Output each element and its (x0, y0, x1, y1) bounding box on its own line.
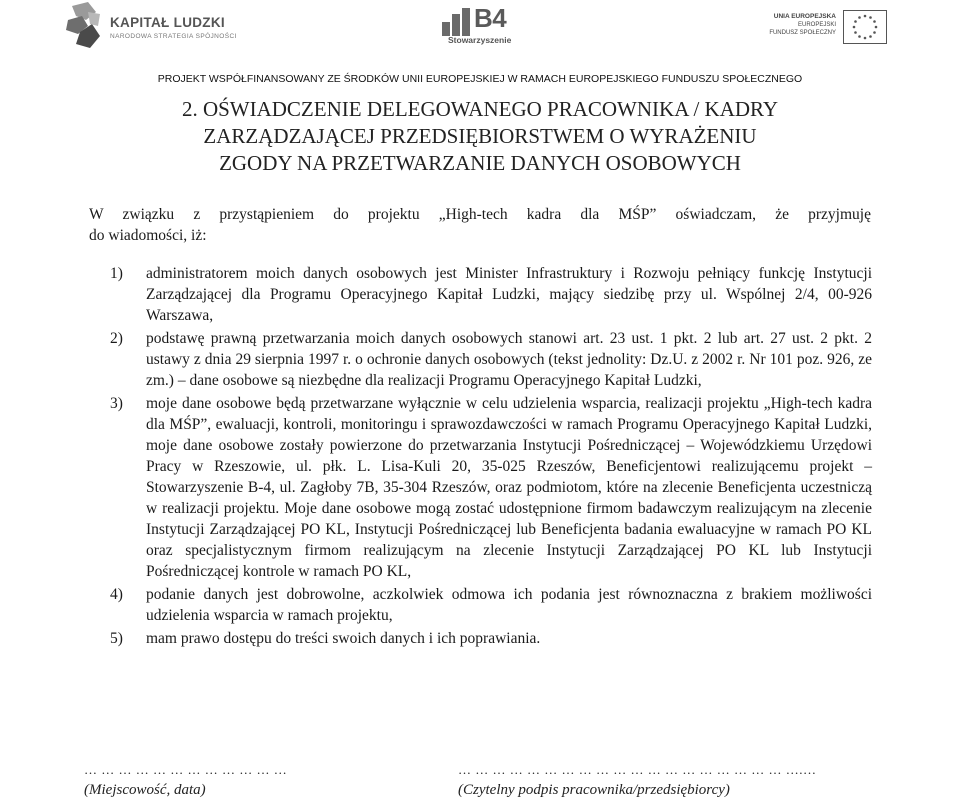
b4-building-icon (442, 8, 476, 38)
title-line-1: 2. OŚWIADCZENIE DELEGOWANEGO PRACOWNIKA / KADRY (181, 97, 779, 121)
title-line-3: ZGODY NA PRZETWARZANIE DANYCH OSOBOWYCH (219, 151, 741, 175)
b4-title: B4 (474, 3, 507, 33)
list-item-number: 4) (110, 586, 123, 603)
intro-paragraph (89, 204, 871, 246)
list-item-text: mam prawo dostępu do treści swoich danych i ich poprawiania. (146, 630, 541, 647)
b4-logo (440, 3, 520, 46)
place-date-dots: … … … … … … … … … … … … (84, 762, 288, 777)
list-item-text: podstawę prawną przetwarzania moich danych osobowych stanowi art. 23 ust. 1 pkt. 2 lub art. 27 ust. 2 pkt. 2 ustawy z dnia 29 sierpnia 1997 r. o ochronie danych osobowych (tekst jednolity: Dz.U. z 2002 r. Nr 101 poz. 926, ze zm.) – dane osobowe są niezbędne dla realizacji Programu Operacyjnego Kapitał Ludzki, (146, 330, 872, 389)
statement-list (110, 263, 872, 651)
project-funding-line: PROJEKT WSPÓŁFINANSOWANY ZE ŚRODKÓW UNII EUROPEJSKIEJ W RAMACH EUROPEJSKIEGO FUNDUSZU SPOŁECZNEGO (157, 73, 803, 85)
logo-bar (0, 0, 960, 62)
list-item-text: moje dane osobowe będą przetwarzane wyłącznie w celu udzielenia wsparcia, realizacji projektu „High-tech kadra dla MŚP”, ewaluacji, kontroli, monitoringu i sprawozdawczości w ramach Programu Operacyjnego Kapitał Ludzki, moje dane osobowe zostały powierzone do przetwarzania Instytucji Pośredniczącej – Wojewódzkiemu Urzędowi Pracy w Rzeszowie, ul. płk. L. Lisa-Kuli 20, 35-025 Rzeszów, Beneficjentowi realizującemu projekt – Stowarzyszenie B-4, ul. Zagłoby 7B, 35-304 Rzeszów, oraz podmiotom, które na zlecenie Beneficjenta uczestniczą w realizacji projektu. Moje dane osobowe mogą zostać udostępnione firmom badawczym realizującym na zlecenie Instytucji Zarządzającej PO KL, Instytucji Pośredniczącej lub Beneficjenta badania ewaluacyjne w ramach PO KL oraz specjalistycznym firmom realizującym na zlecenie Instytucji Zarządzającej PO KL lub Instytucji Pośredniczącej kontrole w ramach PO KL, (146, 395, 872, 580)
title-line-2: ZARZĄDZAJĄCEJ PRZEDSIĘBIORSTWEM O WYRAŻENIU (203, 124, 757, 148)
list-item (110, 263, 872, 326)
list-item (110, 628, 872, 649)
list-item-number: 5) (110, 630, 123, 647)
eu-logo (770, 10, 890, 46)
kapital-ludzki-title: KAPITAŁ LUDZKI (110, 15, 225, 30)
list-item (110, 584, 872, 626)
eu-logo-text (769, 13, 836, 37)
place-date-signature-field (84, 762, 287, 799)
kapital-ludzki-emblem-icon (66, 2, 106, 52)
eu-logo-line1: UNIA EUROPEJSKA (773, 13, 836, 20)
list-item-text: administratorem moich danych osobowych jest Minister Infrastruktury i Rozwoju pełniący funkcję Instytucji Zarządzającej dla Programu Operacyjnego Kapitał Ludzki, mający siedzibę przy ul. Wspólnej 2/4, 00-926 Warszawa, (146, 265, 872, 324)
eu-logo-line3: FUNDUSZ SPOŁECZNY (769, 30, 836, 36)
intro-line-2: do wiadomości, iż: (89, 227, 207, 244)
eu-flag-icon (843, 10, 887, 44)
eu-logo-line2: EUROPEJSKI (797, 22, 836, 28)
list-item-text: podanie danych jest dobrowolne, aczkolwiek odmowa ich podania jest równoznaczna z brakiem możliwości udzielenia wsparcia w ramach projektu, (146, 586, 872, 624)
list-item (110, 393, 872, 582)
intro-line-1: W związku z przystąpieniem do projektu „High-tech kadra dla MŚP” oświadczam, że przyjmuję (89, 206, 871, 223)
b4-subtitle: Stowarzyszenie (448, 35, 512, 45)
list-item-number: 1) (110, 265, 123, 282)
kapital-ludzki-subtitle: NARODOWA STRATEGIA SPÓJNOŚCI (110, 33, 237, 40)
list-item-number: 2) (110, 330, 123, 347)
list-item (110, 328, 872, 391)
document-title (90, 96, 870, 177)
place-date-caption: (Miejscowość, data) (84, 782, 206, 798)
employee-signature-field (458, 762, 817, 799)
list-item-number: 3) (110, 395, 123, 412)
kapital-ludzki-logo (66, 2, 241, 52)
employee-signature-dots: … … … … … … … … … … … … … … … … … … … ….… (458, 762, 817, 777)
employee-signature-caption: (Czytelny podpis pracownika/przedsiębiorcy) (458, 782, 730, 798)
